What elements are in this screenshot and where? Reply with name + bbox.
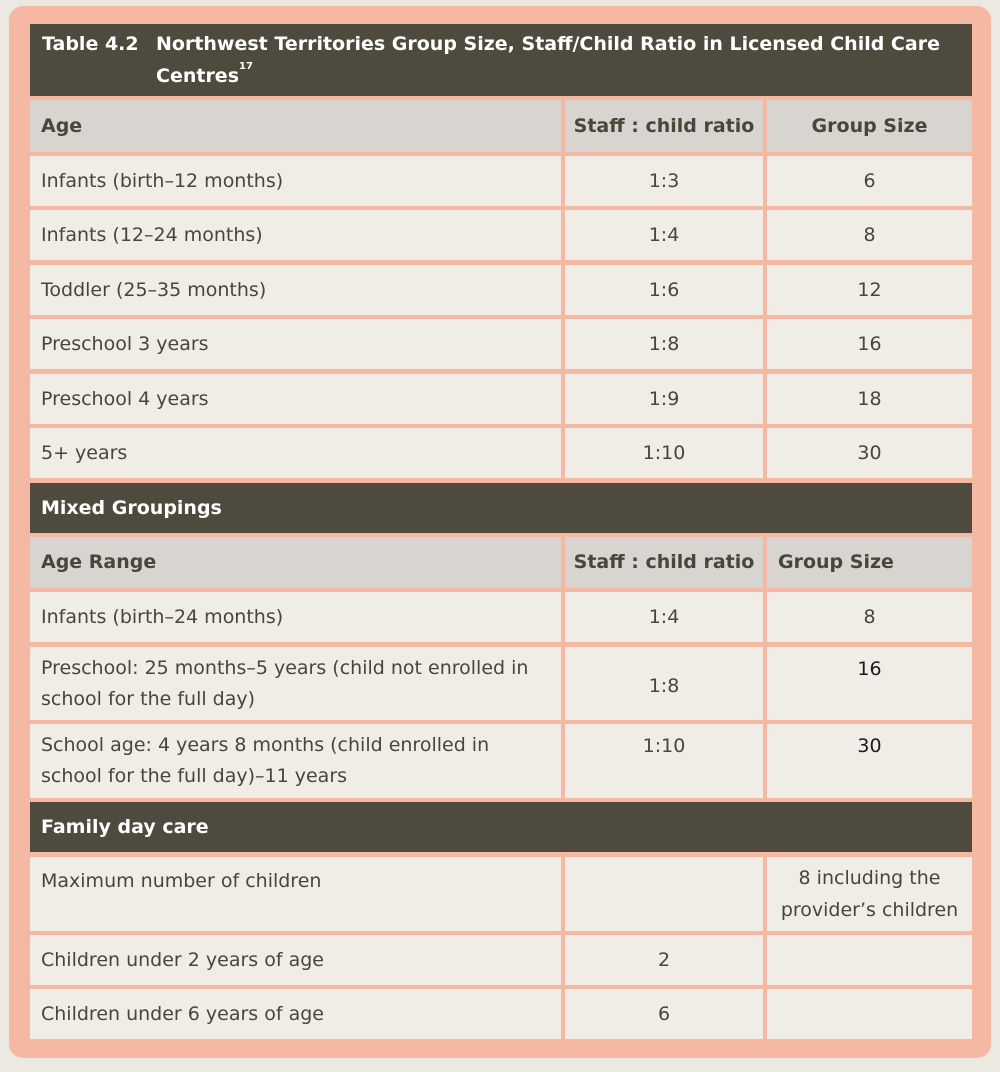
table-row-group: 8 including the provider’s children <box>767 857 972 931</box>
table-row-age-range: Infants (birth–24 months) <box>30 592 561 642</box>
column-header-age: Age <box>30 100 561 152</box>
table-row-age: Infants (12–24 months) <box>30 210 561 260</box>
table-title-bar <box>30 24 972 96</box>
table-row-group: 16 <box>767 647 972 720</box>
table-row-ratio <box>565 857 763 931</box>
table-row-age: Preschool 3 years <box>30 319 561 369</box>
table-title-text: Northwest Territories Group Size, Staff/Child Ratio in Licensed Child Care Centres <box>156 33 940 87</box>
table-row-age: Toddler (25–35 months) <box>30 265 561 315</box>
column-header-group-size: Group Size <box>767 537 972 588</box>
table-row-ratio: 1:6 <box>565 265 763 315</box>
table-row-group: 12 <box>767 265 972 315</box>
table-row-age-range: Preschool: 25 months–5 years (child not enrolled in school for the full day) <box>30 647 561 720</box>
table-row-ratio: 1:10 <box>565 428 763 478</box>
table-row-label: Children under 6 years of age <box>30 989 561 1039</box>
table-row-ratio: 1:10 <box>565 724 763 798</box>
table-row-group: 30 <box>767 428 972 478</box>
column-header-ratio: Staff : child ratio <box>565 537 763 588</box>
section-title-mixed-groupings: Mixed Groupings <box>30 483 972 533</box>
table-row-ratio: 6 <box>565 989 763 1039</box>
table-row-group <box>767 935 972 985</box>
table-row-age: Infants (birth–12 months) <box>30 156 561 206</box>
footnote-marker: 17 <box>239 61 253 72</box>
table-row-age: 5+ years <box>30 428 561 478</box>
table-row-group: 8 <box>767 210 972 260</box>
table-row-group: 30 <box>767 724 972 798</box>
table-row-age-range: School age: 4 years 8 months (child enrolled in school for the full day)–11 years <box>30 724 561 798</box>
table-row-label: Maximum number of children <box>30 857 561 931</box>
column-header-ratio: Staff : child ratio <box>565 100 763 152</box>
table-row-group: 8 <box>767 592 972 642</box>
table-row-group: 18 <box>767 374 972 424</box>
table-row-group: 6 <box>767 156 972 206</box>
table-row-group: 16 <box>767 319 972 369</box>
table-number: Table 4.2 <box>42 33 139 55</box>
table-row-ratio: 1:9 <box>565 374 763 424</box>
table-row-label: Children under 2 years of age <box>30 935 561 985</box>
column-header-group-size: Group Size <box>767 100 972 152</box>
table-row-age: Preschool 4 years <box>30 374 561 424</box>
table-title <box>156 28 972 96</box>
table-row-ratio: 1:8 <box>565 319 763 369</box>
column-header-age-range: Age Range <box>30 537 561 588</box>
table-row-ratio: 1:4 <box>565 592 763 642</box>
table-row-ratio: 1:3 <box>565 156 763 206</box>
table-row-ratio: 1:4 <box>565 210 763 260</box>
section-title-family-day-care: Family day care <box>30 802 972 852</box>
table-row-group <box>767 989 972 1039</box>
table-row-ratio: 2 <box>565 935 763 985</box>
table-row-ratio: 1:8 <box>565 647 763 720</box>
